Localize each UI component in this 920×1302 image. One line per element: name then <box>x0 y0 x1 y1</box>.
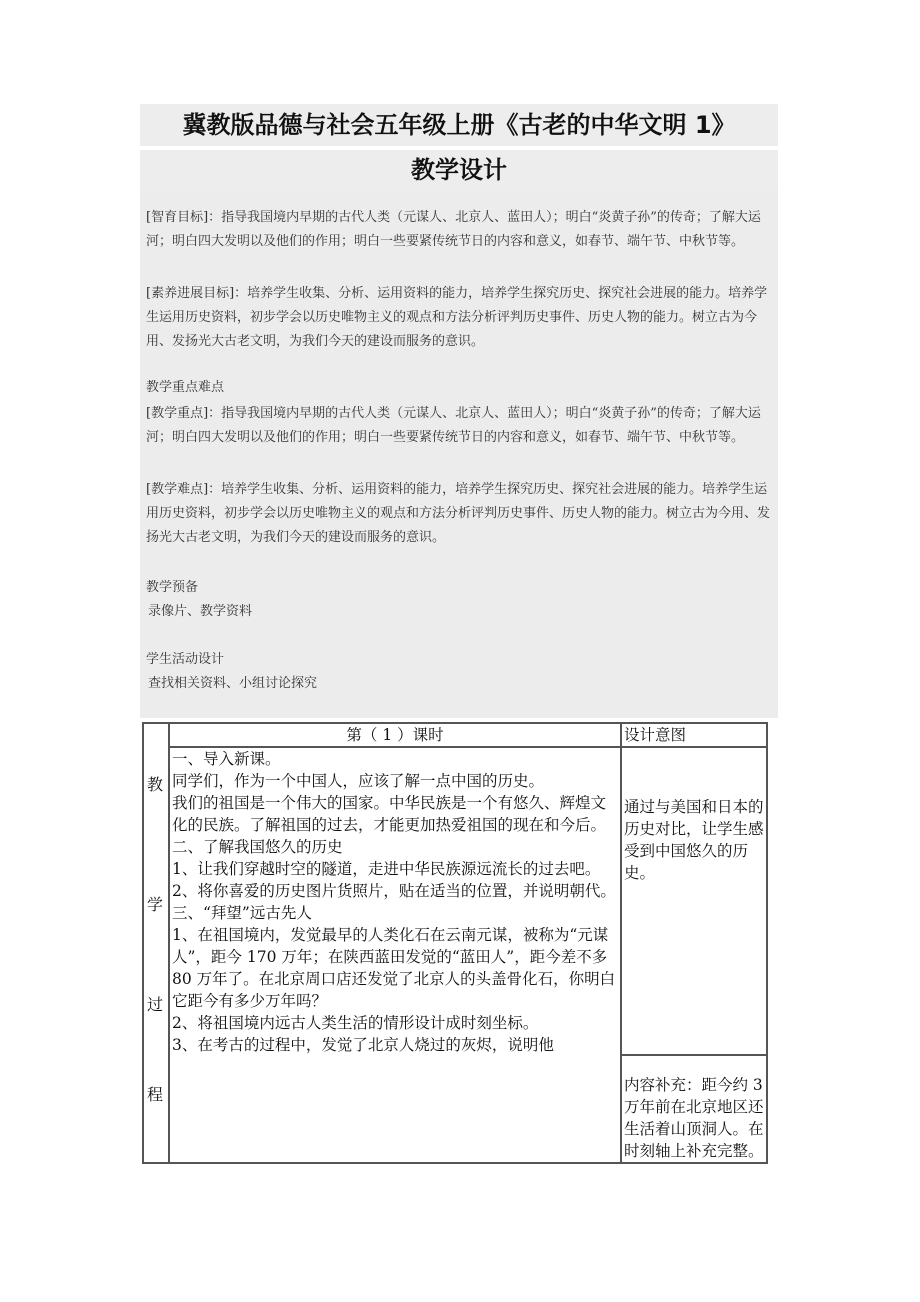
intellectual-objective: [智育目标]：指导我国境内早期的古代人类（元谋人、北京人、蓝田人）；明白“炎黄子孙”的传奇；了解大运河；明白四大发明以及他们的作用；明白一些要紧传统节日的内容和意义，如春节、端午节、中秋节等。 <box>146 210 761 249</box>
process-content <box>169 747 621 1163</box>
preparation-heading: 教学预备 <box>146 580 199 595</box>
process-line: 二、了解我国悠久的历史 <box>172 838 343 856</box>
development-objective: [素养进展目标]：培养学生收集、分析、运用资料的能力，培养学生探究历史、探究社会进展的能力。培养学生运用历史资料，初步学会以历史唯物主义的观点和方法分析评判历史事件、历史人物的能力。树立古为今用、发扬光大古老文明，为我们今天的建设而服务的意识。 <box>146 286 768 349</box>
preparation-content: 录像片、教学资料 <box>148 604 253 619</box>
side-char: 过 <box>146 995 163 1014</box>
intent-header: 设计意图 <box>621 723 767 747</box>
process-line: 三、“拜望”远古先人 <box>172 904 312 922</box>
design-intent-1: 通过与美国和日本的历史对比，让学生感受到中国悠久的历史。 <box>621 747 767 1055</box>
side-char: 学 <box>146 895 163 914</box>
teaching-difficulty: [教学难点]：培养学生收集、分析、运用资料的能力，培养学生探究历史、探究社会进展的能力。培养学生运用历史资料，初步学会以历史唯物主义的观点和方法分析评判历史事件、历史人物的能力。树立古为今用、发扬光大古老文明，为我们今天的建设而服务的意识。 <box>146 482 771 545</box>
lesson-table <box>142 722 768 1164</box>
activity-content: 查找相关资料、小组讨论探究 <box>148 676 318 691</box>
process-line: 1、在祖国境内，发觉最早的人类化石在云南元谋，被称为“元谋人”，距今 170 万年；在陕西蓝田发觉的“蓝田人”，距今差不多 80 万年了。在北京周口店还发觉了北京人的头盖骨化石，你明白它距今有多少万年吗？ <box>172 926 616 1010</box>
teaching-focus: [教学重点]：指导我国境内早期的古代人类（元谋人、北京人、蓝田人）；明白“炎黄子孙”的传奇；了解大运河；明白四大发明以及他们的作用；明白一些要紧传统节日的内容和意义，如春节、端午节、中秋节等。 <box>146 406 761 445</box>
process-line: 我们的祖国是一个伟大的国家。中华民族是一个有悠久、辉煌文化的民族。了解祖国的过去，才能更加热爱祖国的现在和今后。 <box>172 794 607 834</box>
lesson-header: 第（ 1 ）课时 <box>169 723 621 747</box>
activity-heading: 学生活动设计 <box>146 652 225 667</box>
process-line: 2、将你喜爱的历史图片货照片，贴在适当的位置，并说明朝代。 <box>172 882 616 900</box>
process-line: 2、将祖国境内远古人类生活的情形设计成时刻坐标。 <box>172 1014 539 1032</box>
key-points-heading: 教学重点难点 <box>146 380 225 395</box>
process-line: 1、让我们穿越时空的隧道，走进中华民族源远流长的过去吧。 <box>172 860 601 878</box>
document-subtitle: 教学设计 <box>140 150 778 190</box>
process-line: 一、导入新课。 <box>172 750 281 768</box>
side-char: 教 <box>146 775 163 794</box>
process-side-label <box>143 723 169 1163</box>
objectives-panel <box>140 190 778 718</box>
process-line: 3、在考古的过程中，发觉了北京人烧过的灰烬，说明他 <box>172 1036 554 1054</box>
design-intent-2: 内容补充：距今约 3 万年前在北京地区还生活着山顶洞人。在时刻轴上补充完整。 <box>621 1055 767 1163</box>
process-line: 同学们，作为一个中国人，应该了解一点中国的历史。 <box>172 772 545 790</box>
side-char: 程 <box>146 1085 163 1104</box>
document-title: 冀教版品德与社会五年级上册《古老的中华文明 1》 <box>140 104 778 146</box>
